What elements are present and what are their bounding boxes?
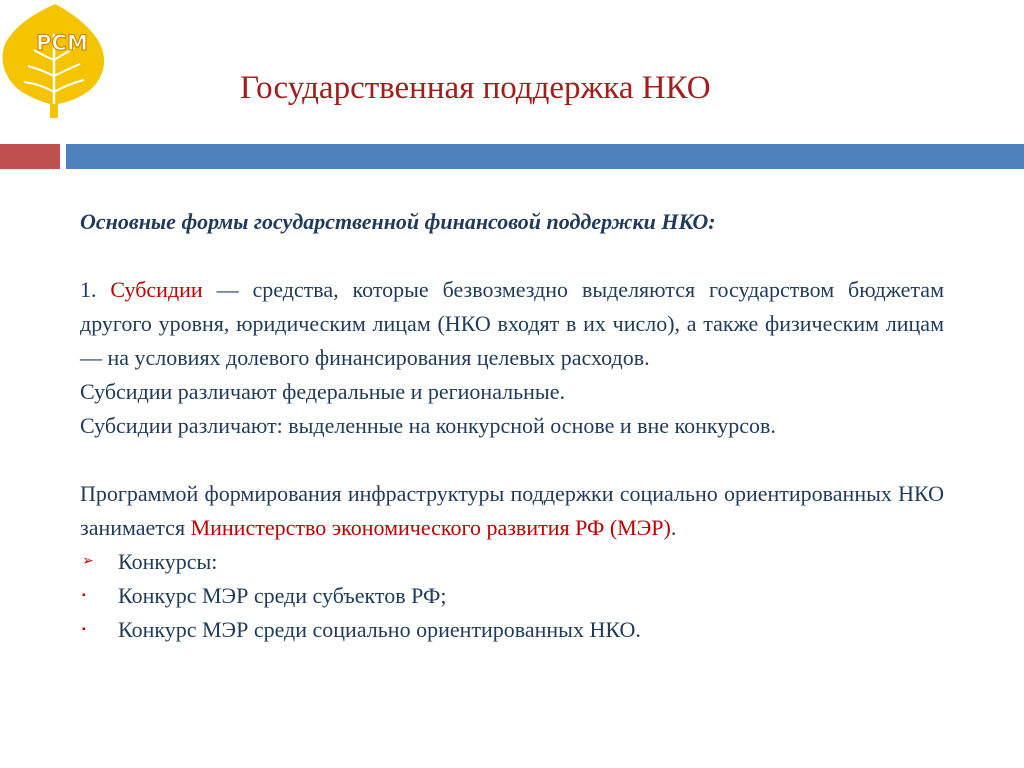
item-number: 1. [80, 277, 97, 302]
item-text: — средства, которые безвозмездно выделяются государством бюджетам другого уровня, юридическим лицам (НКО входят в их число), а также физическим лицам — на условиях долевого финансирования целевых расходов. [80, 277, 944, 370]
section-heading: Основные формы государственной финансовой поддержки НКО: [80, 209, 716, 234]
paragraph-4 [80, 477, 944, 545]
paragraph-4-text: Программой формирования инфраструктуры поддержки социально ориентированных НКО занимается [80, 481, 944, 540]
paragraph-2: Субсидии различают федеральные и региональные. [80, 379, 565, 404]
arrow-bullet-icon: ➢ [82, 554, 94, 569]
bullet-item [80, 579, 944, 613]
bullet-item [80, 613, 944, 647]
square-bullet-icon: ▪ [82, 590, 86, 601]
birch-leaf-icon [0, 0, 112, 122]
square-bullet-icon: ▪ [82, 624, 86, 635]
paragraph-4-end: . [670, 515, 677, 540]
ministry-highlight: Министерство экономического развития РФ (МЭР) [190, 515, 671, 540]
header-bar-red [0, 144, 60, 169]
header-bar-blue [66, 144, 1024, 169]
logo-text: РСМ [36, 31, 88, 55]
bullet-item [80, 545, 944, 579]
page-title: Государственная поддержка НКО [240, 70, 711, 106]
paragraph-3: Субсидии различают: выделенные на конкурсной основе и вне конкурсов. [80, 413, 776, 438]
bullet-text: Конкурс МЭР среди социально ориентированных НКО. [118, 617, 641, 642]
item-term: Субсидии [110, 277, 203, 302]
slide-content [80, 205, 944, 647]
bullet-text: Конкурсы: [118, 549, 218, 574]
rsm-logo [0, 0, 112, 122]
item-1-paragraph [80, 273, 944, 375]
bullet-text: Конкурс МЭР среди субъектов РФ; [118, 583, 447, 608]
